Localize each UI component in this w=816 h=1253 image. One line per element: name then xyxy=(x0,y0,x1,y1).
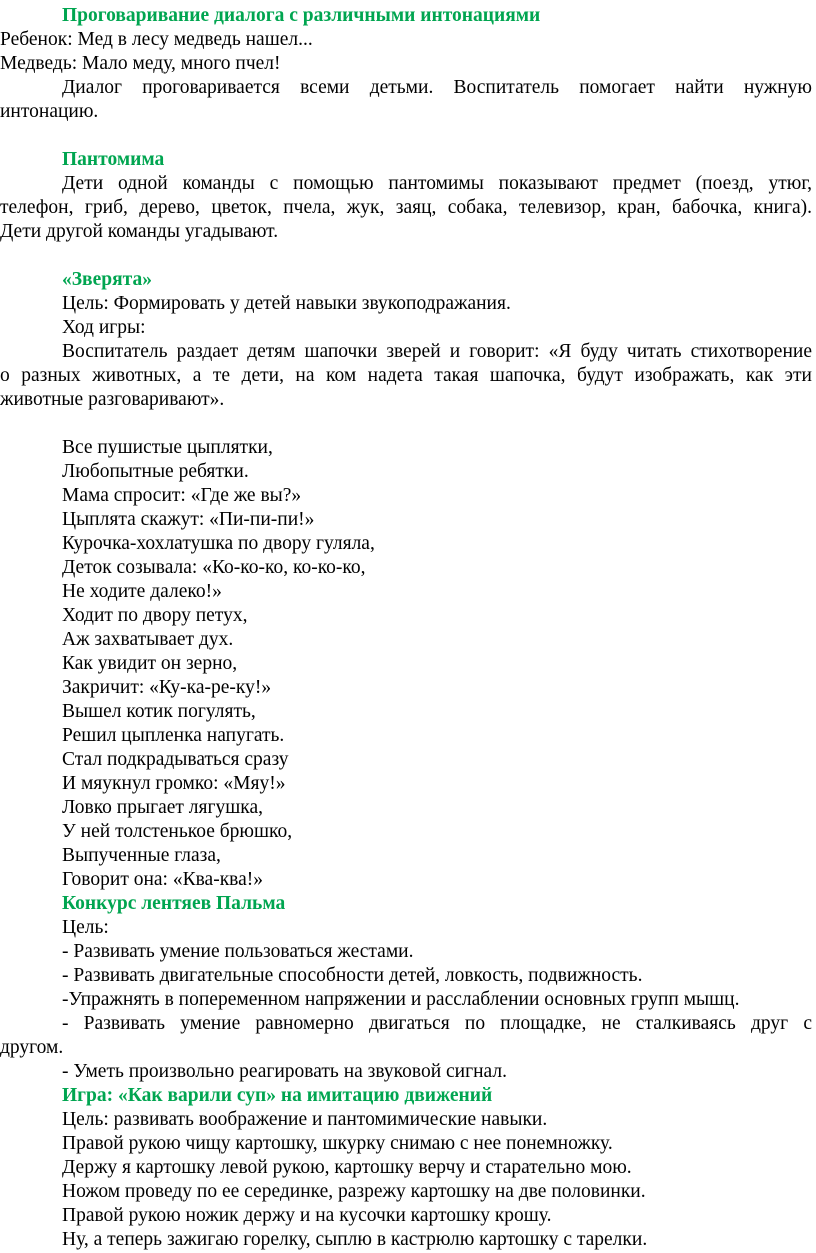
poem-line: Решил цыпленка напугать. xyxy=(62,725,285,746)
animals-course: Ход игры: xyxy=(62,317,146,338)
poem-line: Как увидит он зерно, xyxy=(62,653,238,674)
poem-line: Закричит: «Ку-ка-ре-ку!» xyxy=(62,677,272,698)
poem-line: Любопытные ребятки. xyxy=(62,461,249,482)
poem-line: И мяукнул громко: «Мяу!» xyxy=(62,773,286,794)
poem-line: Вышел котик погулять, xyxy=(62,701,256,722)
section-title-lazy-contest: Конкурс лентяев Пальма xyxy=(62,893,286,914)
pantomime-paragraph-line: телефон, гриб, дерево, цветок, пчела, жук, заяц, собака, телевизор, кран, бабочка, книга). xyxy=(0,197,812,218)
poem-line: Цыплята скажут: «Пи-пи-пи!» xyxy=(62,509,315,530)
lazy-goal-item: -Упражнять в попеременном напряжении и расслаблении основных групп мышц. xyxy=(62,989,740,1010)
animals-goal: Цель: Формировать у детей навыки звукоподражания. xyxy=(62,293,511,314)
animals-paragraph-line: Воспитатель раздает детям шапочки зверей и говорит: «Я буду читать стихотворение xyxy=(62,341,812,362)
poem-line: Аж захватывает дух. xyxy=(62,629,234,650)
lazy-goal-item: - Развивать умение равномерно двигаться по площадке, не сталкиваясь друг с xyxy=(62,1013,812,1034)
lazy-goal-item: - Развивать двигательные способности детей, ловкость, подвижность. xyxy=(62,965,643,986)
section-title-dialog: Проговаривание диалога с различными интонациями xyxy=(62,5,541,26)
poem-line: Выпученные глаза, xyxy=(62,845,221,866)
soup-line: Правой рукою ножик держу и на кусочки картошку крошу. xyxy=(62,1205,552,1226)
poem-line: Деток созывала: «Ко-ко-ко, ко-ко-ко, xyxy=(62,557,366,578)
soup-line: Ножом проведу по ее серединке, разрежу картошку на две половинки. xyxy=(62,1181,646,1202)
soup-line: Держу я картошку левой рукою, картошку верчу и старательно мою. xyxy=(62,1157,632,1178)
section-title-animals: «Зверята» xyxy=(62,269,152,290)
animals-paragraph-line: животные разговаривают». xyxy=(0,389,225,410)
dialog-line-bear: Медведь: Мало меду, много пчел! xyxy=(0,53,281,74)
section-title-pantomime: Пантомима xyxy=(62,149,165,170)
dialog-line-child: Ребенок: Мед в лесу медведь нашел... xyxy=(0,29,313,50)
poem-line: Все пушистые цыплятки, xyxy=(62,437,273,458)
pantomime-paragraph-line: Дети другой команды угадывают. xyxy=(0,221,279,242)
pantomime-paragraph-line: Дети одной команды с помощью пантомимы показывают предмет (поезд, утюг, xyxy=(62,173,812,194)
soup-line: Ну, а теперь зажигаю горелку, сыплю в кастрюлю картошку с тарелки. xyxy=(62,1229,648,1250)
poem-line: Ловко прыгает лягушка, xyxy=(62,797,263,818)
soup-goal: Цель: развивать воображение и пантомимические навыки. xyxy=(62,1109,548,1130)
lazy-goal-item: - Уметь произвольно реагировать на звуковой сигнал. xyxy=(62,1061,507,1082)
dialog-paragraph-line: Диалог проговаривается всеми детьми. Воспитатель помогает найти нужную xyxy=(62,77,812,98)
dialog-paragraph-line: интонацию. xyxy=(0,101,99,122)
poem-line: Не ходите далеко!» xyxy=(62,581,222,602)
animals-paragraph-line: о разных животных, а те дети, на ком надета такая шапочка, будут изображать, как эти xyxy=(0,365,812,386)
poem-line: Мама спросит: «Где же вы?» xyxy=(62,485,302,506)
lazy-goal: Цель: xyxy=(62,917,109,938)
lazy-goal-item: другом. xyxy=(0,1037,64,1058)
poem-line: Стал подкрадываться сразу xyxy=(62,749,289,770)
poem-line: Говорит она: «Ква-ква!» xyxy=(62,869,264,890)
poem-line: Ходит по двору петух, xyxy=(62,605,248,626)
section-title-soup-game: Игра: «Как варили суп» на имитацию движений xyxy=(62,1085,493,1106)
lazy-goal-item: - Развивать умение пользоваться жестами. xyxy=(62,941,414,962)
poem-line: Курочка-хохлатушка по двору гуляла, xyxy=(62,533,375,554)
poem-line: У ней толстенькое брюшко, xyxy=(62,821,293,842)
soup-line: Правой рукою чищу картошку, шкурку снимаю с нее понемножку. xyxy=(62,1133,613,1154)
